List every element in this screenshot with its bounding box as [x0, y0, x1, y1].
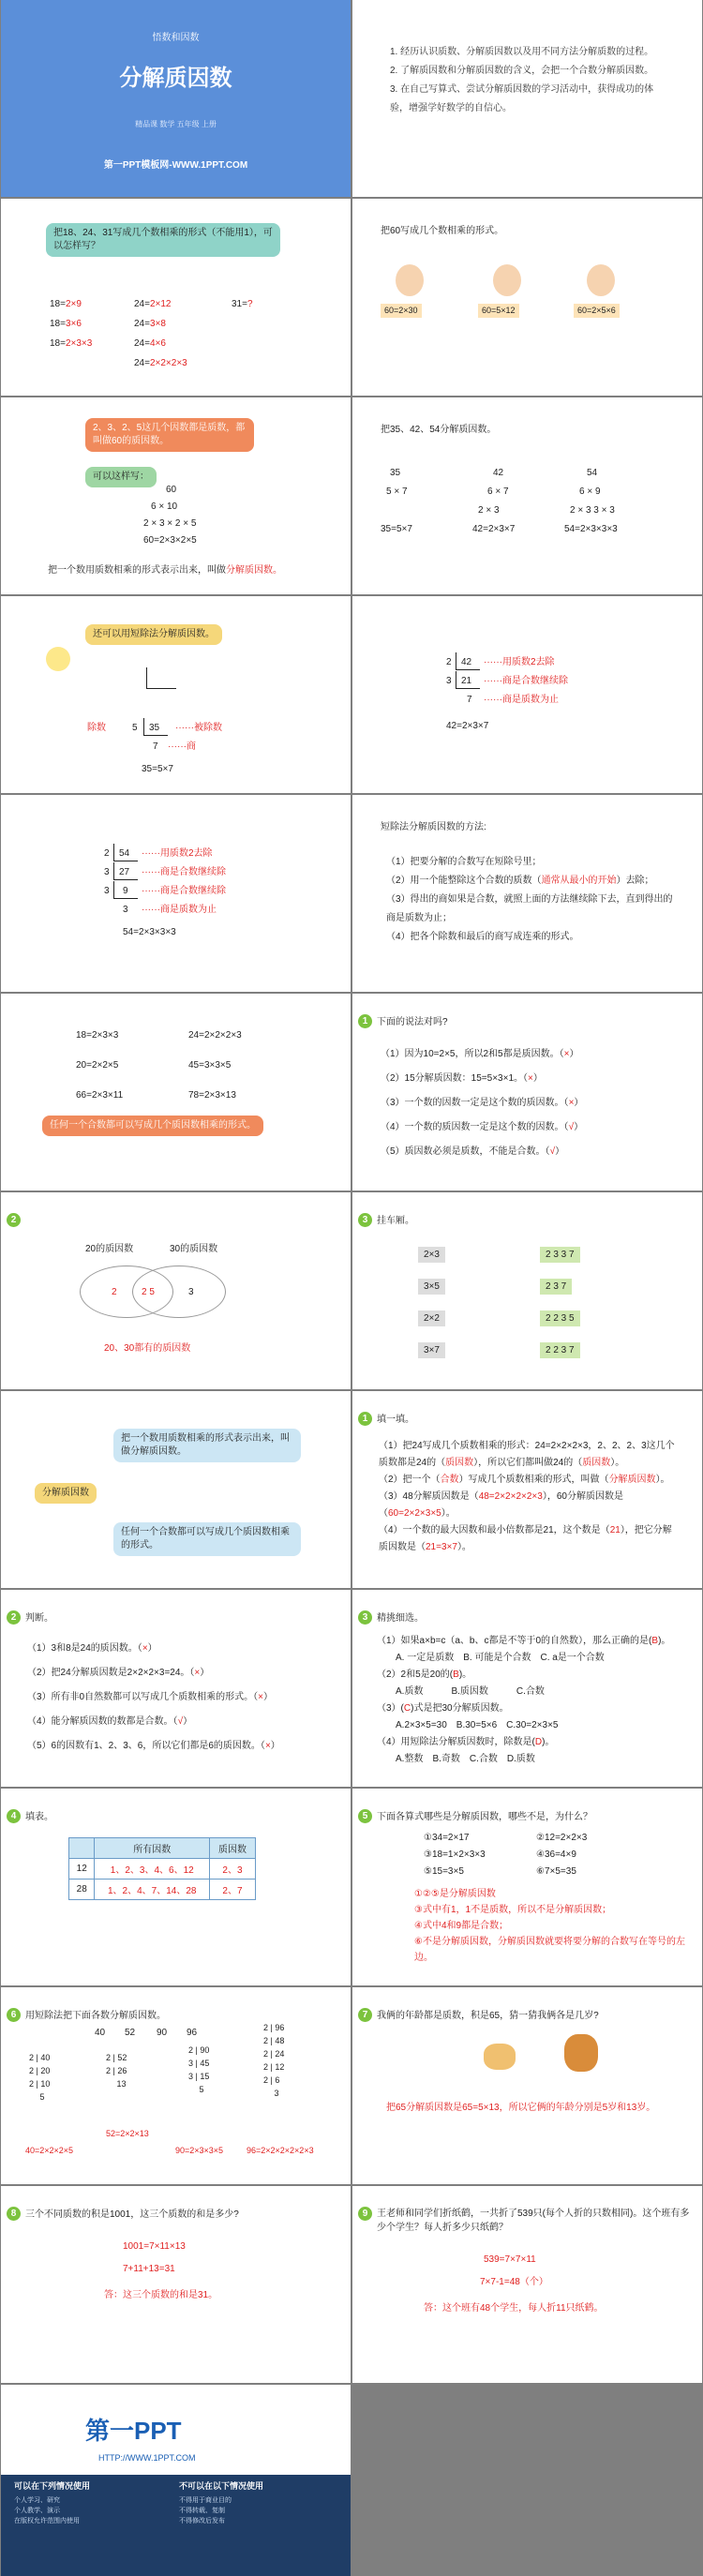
expr-3: ③18=1×2×3×3 — [424, 1850, 486, 1860]
item-5: （5）质因数必须是质数，不能是合数。（√） — [381, 1146, 565, 1157]
dividend-42: 42 — [461, 657, 472, 667]
answer-4: ⑥不是分解质因数，分解质因数就要将要分解的合数写在等号的左边。 — [414, 1937, 685, 1963]
n-note-4: ······商是质数为止 — [142, 905, 217, 915]
judge-4: （4）能分解质因数的数都是合数。（√） — [27, 1716, 193, 1727]
slide-9 — [352, 795, 702, 992]
venn-note: 20、30都有的质因数 — [104, 1343, 191, 1354]
exercise-number: 4 — [7, 1809, 21, 1823]
judge-1: （1）3和8是24的质因数。（×） — [27, 1643, 157, 1654]
note-2: ······商是合数继续除 — [484, 676, 568, 686]
objective-3: 3. 在自己写算式、尝试分解质因数的学习活动中，获得成功的体验，增强学好数学的自信心。 — [390, 84, 654, 113]
q1: （1）如果a×b=c（a、b、c都是不等于0的自然数），那么正确的是(B)。 — [377, 1636, 671, 1646]
tree-level-1: 6 × 10 — [151, 502, 178, 512]
forbidden-1: 不得用于商业目的 — [179, 2497, 232, 2504]
car-1: 2 3 3 7 — [540, 1247, 580, 1263]
step-1: （1）把要分解的合数写在短除号里； — [386, 857, 542, 867]
ans-96: 96=2×2×2×2×2×3 — [247, 2146, 314, 2155]
engine-3: 2×2 — [418, 1310, 445, 1326]
short-division-bubble: 还可以用短除法分解质因数。 — [85, 624, 222, 645]
engine-4: 3×7 — [418, 1342, 445, 1358]
td: 12 — [69, 1859, 95, 1880]
note-3: ······商是质数为止 — [484, 695, 559, 705]
c1-level-1: 5 × 7 — [386, 487, 408, 497]
td: 1、2、4、7、14、28 — [95, 1880, 210, 1900]
tree-result: 60=2×3×2×5 — [143, 535, 197, 546]
slide-15 — [352, 1391, 702, 1588]
factor-table — [68, 1837, 256, 1900]
meta: 精品课 数学 五年级 上册 — [135, 120, 217, 128]
exercise-title: 王老师和同学们折纸鹤，一共折了539只(每个人折的只数相同)。这个班有多少个学生？每人折多少只纸鹤？ — [377, 2209, 690, 2233]
q2: （2）2和5是20的(B)。 — [377, 1670, 472, 1680]
c1-result: 35=5×7 — [381, 524, 412, 534]
slide-19 — [352, 1789, 702, 1985]
slide-23 — [352, 2186, 702, 2383]
div-90: 2 | 90 3 | 45 3 | 15 5 — [188, 2045, 210, 2094]
quotient: 7 — [153, 741, 158, 752]
forbidden-3: 不得修改后发布 — [179, 2518, 225, 2524]
engine-1: 2×3 — [418, 1247, 445, 1263]
judge-2: （2）把24分解质因数是2×2×2×3=24。（×） — [27, 1668, 210, 1678]
c3-root: 54 — [587, 468, 598, 478]
allowed-2: 个人教学、演示 — [14, 2508, 60, 2514]
slide-6 — [1, 596, 351, 793]
definition-1: 把一个数用质数相乘的形式表示出来，叫做分解质因数。 — [113, 1429, 301, 1462]
c3-level-2: 2 × 3 3 × 3 — [570, 505, 615, 516]
ans-40: 40=2×2×2×5 — [25, 2146, 74, 2155]
n-note-3: ······商是合数继续除 — [142, 886, 226, 896]
exercise-number: 3 — [358, 1610, 372, 1625]
th-0 — [69, 1838, 95, 1859]
slide-8 — [1, 795, 351, 992]
eq-18-b: 18=3×6 — [50, 319, 82, 329]
slide-21 — [352, 1987, 702, 2184]
eq-24-c: 24=4×6 — [134, 338, 166, 349]
eq-31: 31=? — [232, 299, 253, 309]
slide-16 — [1, 1590, 351, 1787]
venn-label-30: 30的质因数 — [170, 1244, 218, 1254]
n90: 90 — [157, 2028, 168, 2038]
line-2: 7+11+13=31 — [123, 2264, 175, 2274]
allowed-1: 个人学习、研究 — [14, 2497, 60, 2504]
slide-3 — [352, 199, 702, 396]
objectives-slide — [352, 0, 702, 197]
tree-level-2: 2 × 3 × 2 × 5 — [143, 518, 197, 529]
exercise-number: 8 — [7, 2207, 21, 2221]
slide-title: 分解质因数 — [119, 66, 232, 91]
venn-right: 3 — [188, 1287, 194, 1297]
top-label: 悟数和因数 — [152, 33, 200, 43]
c2-level-1: 6 × 7 — [487, 487, 509, 497]
engine-2: 3×5 — [418, 1279, 445, 1295]
fill-3: （3）48分解质因数是（48=2×2×2×2×3），60分解质因数是（60=2×2×3×5）。 — [379, 1491, 623, 1519]
div-52: 2 | 52 2 | 26 13 — [106, 2053, 127, 2089]
fill-1: （1）把24写成几个质数相乘的形式：24=2×2×2×3，2、2、2、3这几个质数都是24的（质因数），所以它们都叫做24的（质因数）。 — [379, 1441, 675, 1468]
div-40: 2 | 40 2 | 20 2 | 10 5 — [29, 2053, 51, 2102]
definition-note: 把一个数用质数相乘的形式表示出来，叫做分解质因数。 — [48, 565, 282, 576]
item-18: 18=2×3×3 — [76, 1030, 119, 1041]
td: 1、2、3、4、6、12 — [95, 1859, 210, 1880]
tree-root: 60 — [166, 485, 177, 495]
objective-1: 1. 经历认识质数、分解质因数以及用不同方法分解质数的过程。 — [390, 47, 654, 57]
topic-label: 分解质因数 — [35, 1483, 97, 1504]
car-3: 2 2 3 5 — [540, 1310, 580, 1326]
divisor-label: 除数 — [87, 723, 106, 733]
answer: 答：这三个质数的和是31。 — [104, 2290, 218, 2300]
expr-2: ②12=2×2×3 — [536, 1833, 588, 1843]
exercise-number: 6 — [7, 2008, 21, 2022]
exercise-title: 挂车厢。 — [377, 1216, 414, 1226]
eq-24-b: 24=3×8 — [134, 319, 166, 329]
exercise-title: 填一填。 — [377, 1415, 414, 1425]
slide-12 — [1, 1192, 351, 1389]
dividend-21: 21 — [461, 676, 472, 686]
car-2: 2 3 7 — [540, 1279, 572, 1295]
expr-6: ⑥7×5=35 — [536, 1866, 576, 1877]
line-1: 1001=7×11×13 — [123, 2241, 186, 2252]
slide-7 — [352, 596, 702, 793]
exercise-title: 判断。 — [25, 1613, 53, 1624]
exercise-title: 下面的说法对吗? — [377, 1017, 448, 1027]
c1-root: 35 — [390, 468, 401, 478]
venn-left: 2 — [112, 1287, 117, 1297]
answer-3: ④式中4和9都是合数； — [414, 1921, 509, 1931]
n2: 27 — [119, 867, 130, 877]
expr-5: ⑤15=3×5 — [424, 1866, 464, 1877]
label-60-b: 60=5×12 — [478, 304, 519, 318]
slide-3-title: 把60写成几个数相乘的形式。 — [381, 226, 504, 236]
item-66: 66=2×3×11 — [76, 1090, 124, 1101]
eq-24-d: 24=2×2×2×3 — [134, 358, 187, 368]
n3: 9 — [123, 886, 128, 896]
label-60-c: 60=2×5×6 — [574, 304, 620, 318]
d1: 2 — [104, 848, 110, 859]
expr-1: ①34=2×17 — [424, 1833, 470, 1843]
q4: （4）用短除法分解质因数时，除数是(D)。 — [377, 1737, 555, 1747]
answer: 答：这个班有48个学生，每人折11只纸鹤。 — [424, 2303, 604, 2314]
q1-options: A. 一定是质数 B. 可能是个合数 C. a是一个合数 — [396, 1653, 605, 1663]
objective-2: 2. 了解质因数和分解质因数的含义，会把一个合数分解质因数。 — [390, 66, 654, 76]
eq-18-a: 18=2×9 — [50, 299, 82, 309]
div-96: 2 | 96 2 | 48 2 | 24 2 | 12 2 | 6 3 — [263, 2023, 285, 2098]
c2-level-2: 2 × 3 — [478, 505, 500, 516]
item-4: （4）一个数的质因数一定是这个数的因数。（√） — [381, 1122, 584, 1132]
n4: 3 — [123, 905, 128, 915]
item-24: 24=2×2×2×3 — [188, 1030, 242, 1041]
slide-22 — [1, 2186, 351, 2383]
slide-2 — [1, 199, 351, 396]
line-2: 7×7-1=48（个） — [480, 2277, 548, 2287]
slide-4 — [1, 397, 351, 594]
d3: 3 — [104, 886, 110, 896]
tiger-icon — [564, 2034, 598, 2072]
exercise-number: 2 — [7, 1213, 21, 1227]
logo: 第一PPT — [85, 2417, 182, 2445]
child-avatar-2 — [493, 264, 521, 296]
slide-5-title: 把35、42、54分解质因数。 — [381, 425, 497, 435]
star-mascot-icon — [46, 647, 70, 671]
ans-52: 52=2×2×13 — [106, 2129, 149, 2138]
slide-18 — [1, 1789, 351, 1985]
c2-root: 42 — [493, 468, 504, 478]
logo-url: HTTP://WWW.1PPT.COM — [98, 2453, 196, 2463]
label-60-a: 60=2×30 — [381, 304, 422, 318]
forbidden-2: 不得转载、复制 — [179, 2508, 225, 2514]
step-3: （3）得出的商如果是合数，就照上面的方法继续除下去，直到得出的商是质数为止； — [386, 894, 673, 923]
slide-20 — [1, 1987, 351, 2184]
method-title: 短除法分解质因数的方法: — [381, 822, 486, 832]
note-1: ······用质数2去除 — [484, 657, 555, 667]
item-78: 78=2×3×13 — [188, 1090, 236, 1101]
judge-5: （5）6的因数有1、2、3、6，所以它们都是6的质因数。（×） — [27, 1741, 280, 1751]
exercise-number: 2 — [7, 1610, 21, 1625]
allowed-3: 在版权允许范围内使用 — [14, 2518, 80, 2524]
div-1: 2 — [446, 657, 452, 667]
prime-factor-bubble: 2、3、2、5这几个因数都是质数，都叫做60的质因数。 — [85, 418, 254, 452]
th-1: 所有因数 — [95, 1838, 210, 1859]
license-panel — [1, 2475, 351, 2576]
div-2: 3 — [446, 676, 452, 686]
item-1: （1）因为10=2×5，所以2和5都是质因数。（×） — [381, 1049, 579, 1059]
license-forbidden-title: 不可以在以下情况使用 — [179, 2481, 264, 2491]
exercise-title: 填表。 — [25, 1812, 53, 1822]
child-avatar-3 — [587, 264, 615, 296]
judge-3: （3）所有非0自然数都可以写成几个质数相乘的形式。（×） — [27, 1692, 273, 1702]
car-4: 2 2 3 7 — [540, 1342, 580, 1358]
q3: （3）(C)式是把30分解质因数。 — [377, 1703, 509, 1714]
dividend: 35 — [149, 723, 160, 733]
c2-result: 42=2×3×7 — [472, 524, 516, 534]
result: 54=2×3×3×3 — [123, 927, 176, 937]
answer-2: ③式中有1，1不是质数，所以不是分解质因数； — [414, 1905, 612, 1915]
eq-24-a: 24=2×12 — [134, 299, 172, 309]
c3-level-1: 6 × 9 — [579, 487, 601, 497]
cat-icon — [484, 2044, 516, 2070]
divisor: 5 — [132, 723, 138, 733]
line-1: 539=7×7×11 — [484, 2254, 536, 2265]
child-avatar-1 — [396, 264, 424, 296]
fill-2: （2）把一个（合数）写成几个质数相乘的形式，叫做（分解质因数）。 — [379, 1475, 670, 1485]
step-2: （2）用一个能整除这个合数的质数（通常从最小的开始）去除； — [386, 876, 654, 886]
exercise-number: 1 — [358, 1412, 372, 1426]
venn-label-20: 20的质因数 — [85, 1244, 134, 1254]
any-composite-bubble: 任何一个合数都可以写成几个质因数相乘的形式。 — [42, 1116, 263, 1136]
slide-11 — [352, 994, 702, 1191]
result: 42=2×3×7 — [446, 721, 489, 731]
site-label: 第一PPT模板网-WWW.1PPT.COM — [103, 160, 248, 171]
q2-options: A.质数 B.质因数 C.合数 — [396, 1686, 545, 1697]
td: 28 — [69, 1880, 95, 1900]
td: 2、3 — [209, 1859, 255, 1880]
eq-18-c: 18=2×3×3 — [50, 338, 93, 349]
license-allowed-title: 可以在下列情况使用 — [14, 2481, 91, 2491]
footer-slide — [1, 2385, 351, 2576]
exercise-title: 用短除法把下面各数分解质因数。 — [25, 2011, 166, 2021]
write-bubble: 可以这样写： — [85, 467, 157, 487]
slide-17 — [352, 1590, 702, 1787]
exercise-title: 我俩的年龄都是质数，积是65，猜一猜我俩各是几岁? — [377, 2011, 599, 2021]
quotient-7: 7 — [467, 695, 472, 705]
dividend-note: ······被除数 — [175, 723, 222, 733]
q4-options: A.整数 B.奇数 C.合数 D.质数 — [396, 1754, 535, 1764]
slide-13 — [352, 1192, 702, 1389]
exercise-number: 1 — [358, 1014, 372, 1028]
d2: 3 — [104, 867, 110, 877]
exercise-number: 7 — [358, 2008, 372, 2022]
answer-1: ①②⑤是分解质因数 — [414, 1889, 496, 1899]
exercise-number: 5 — [358, 1809, 372, 1823]
question-bubble: 把18、24、31写成几个数相乘的形式（不能用1），可以怎样写？ — [46, 223, 280, 257]
fill-4: （4）一个数的最大因数和最小倍数都是21，这个数是（21），把它分解质因数是（21=3×7）。 — [379, 1525, 672, 1552]
exercise-number: 3 — [358, 1213, 372, 1227]
quotient-note: ······商 — [168, 741, 196, 752]
exercise-title: 三个不同质数的积是1001，这三个质数的和是多少? — [25, 2209, 239, 2220]
item-45: 45=3×3×5 — [188, 1060, 232, 1071]
title-slide — [1, 0, 351, 197]
exercise-number: 9 — [358, 2207, 372, 2221]
ans-90: 90=2×3×3×5 — [175, 2146, 224, 2155]
n40: 40 — [95, 2028, 106, 2038]
item-20: 20=2×2×5 — [76, 1060, 119, 1071]
n-note-2: ······商是合数继续除 — [142, 867, 226, 877]
result: 35=5×7 — [142, 764, 173, 774]
n-note-1: ······用质数2去除 — [142, 848, 213, 859]
th-2: 质因数 — [209, 1838, 255, 1859]
c3-result: 54=2×3×3×3 — [564, 524, 618, 534]
item-2: （2）15分解质因数：15=5×3×1。（×） — [381, 1073, 543, 1084]
n52: 52 — [125, 2028, 136, 2038]
n96: 96 — [187, 2028, 198, 2038]
slide-5 — [352, 397, 702, 594]
exercise-title: 精挑细选。 — [377, 1613, 424, 1624]
step-4: （4）把各个除数和最后的商写成连乘的形式。 — [386, 932, 579, 942]
answer: 把65分解质因数是65=5×13，所以它俩的年龄分别是5岁和13岁。 — [386, 2103, 656, 2113]
slide-10 — [1, 994, 351, 1191]
venn-center: 2 5 — [142, 1287, 155, 1297]
item-3: （3）一个数的因数一定是这个数的质因数。（×） — [381, 1098, 584, 1108]
exercise-title: 下面各算式哪些是分解质因数，哪些不是，为什么？ — [377, 1812, 592, 1822]
definition-2: 任何一个合数都可以写成几个质因数相乘的形式。 — [113, 1522, 301, 1556]
td: 2、7 — [209, 1880, 255, 1900]
expr-4: ④36=4×9 — [536, 1850, 576, 1860]
n1: 54 — [119, 848, 130, 859]
q3-options: A.2×3×5=30 B.30=5×6 C.30=2×3×5 — [396, 1720, 559, 1730]
slide-14 — [1, 1391, 351, 1588]
